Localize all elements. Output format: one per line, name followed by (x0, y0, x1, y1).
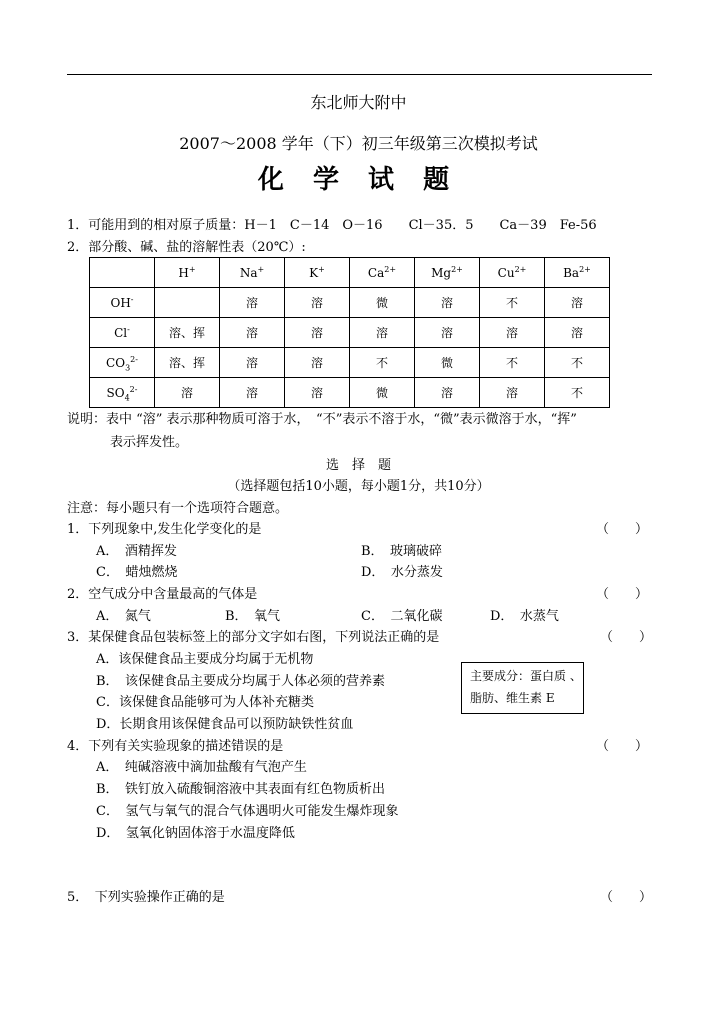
option-3a: A．该保健食品主要成分均属于无机物 (96, 652, 314, 667)
anion-header: OH- (90, 288, 155, 318)
table-cell: 不 (545, 348, 610, 378)
table-title: 2．部分酸、碱、盐的溶解性表（20℃）: (67, 240, 306, 255)
table-cell: 微 (350, 288, 415, 318)
table-cell: 溶 (545, 318, 610, 348)
option-1d: D． 水分蒸发 (361, 565, 443, 580)
header-rule (67, 74, 652, 75)
option-3b: B． 该保健食品主要成分均属于人体必须的营养素 (96, 674, 386, 689)
option-4c: C． 氢气与氧气的混合气体遇明火可能发生爆炸现象 (96, 804, 399, 819)
cation-header: H+ (155, 258, 220, 288)
table-cell: 不 (480, 288, 545, 318)
explanation-line-1: 说明：表中 “溶” 表示那种物质可溶于水， “不”表示不溶于水，“微”表示微溶于水，“挥” (67, 412, 577, 427)
option-2a: A． 氮气 (96, 609, 151, 624)
answer-bracket-2[interactable]: （ ） (596, 587, 649, 602)
answer-bracket-5[interactable]: （ ） (600, 890, 653, 905)
section-subtitle: （选择题包括10小题，每小题1分，共10分） (227, 479, 490, 494)
table-cell: 溶 (415, 288, 480, 318)
option-1b: B． 玻璃破碎 (361, 544, 443, 559)
option-2d: D． 水蒸气 (490, 609, 559, 624)
table-row (90, 348, 610, 378)
table-cell: 溶、挥 (155, 348, 220, 378)
option-3c: C．该保健食品能够可为人体补充糖类 (96, 695, 314, 710)
option-2c: C． 二氧化碳 (361, 609, 443, 624)
table-cell: 溶 (220, 378, 285, 408)
question-2-stem: 2．空气成分中含量最高的气体是 (67, 587, 258, 602)
table-cell: 溶 (220, 318, 285, 348)
label-line-1: 主要成分：蛋白质 、 (470, 669, 582, 683)
table-cell: 微 (415, 348, 480, 378)
table-cell: 溶 (155, 378, 220, 408)
table-cell: 溶 (285, 288, 350, 318)
question-5-stem: 5． 下列实验操作正确的是 (67, 890, 225, 905)
section-notice: 注意：每小题只有一个选项符合题意。 (67, 501, 289, 516)
table-cell: 不 (480, 348, 545, 378)
question-1-stem: 1．下列现象中,发生化学变化的是 (67, 522, 262, 537)
exam-title: 2007～2008 学年（下）初三年级第三次模拟考试 (179, 134, 538, 153)
option-4b: B． 铁钉放入硫酸铜溶液中其表面有红色物质析出 (96, 782, 386, 797)
cation-header: Na+ (220, 258, 285, 288)
question-3-stem: 3．某保健食品包装标签上的部分文字如右图，下列说法正确的是 (67, 630, 440, 645)
table-cell: 溶 (480, 378, 545, 408)
answer-bracket-3[interactable]: （ ） (600, 630, 653, 645)
table-cell: 溶 (285, 348, 350, 378)
option-3d: D．长期食用该保健食品可以预防缺铁性贫血 (96, 717, 354, 732)
option-2b: B． 氧气 (225, 609, 281, 624)
table-cell (155, 288, 220, 318)
table-cell: 溶 (350, 318, 415, 348)
table-cell: 溶 (220, 348, 285, 378)
option-4a: A． 纯碱溶液中滴加盐酸有气泡产生 (96, 760, 307, 775)
option-4d: D． 氢氧化钠固体溶于水温度降低 (96, 826, 295, 841)
section-title: 选 择 题 (325, 458, 391, 473)
table-row (90, 378, 610, 408)
table-cell: 溶 (285, 318, 350, 348)
table-cell: 溶 (285, 378, 350, 408)
anion-header: Cl- (90, 318, 155, 348)
cation-header: K+ (285, 258, 350, 288)
answer-bracket-1[interactable]: （ ） (596, 522, 649, 537)
cation-header: $Mg^{2+}$ (415, 258, 480, 288)
table-cell: 微 (350, 378, 415, 408)
explanation-line-2: 表示挥发性。 (110, 435, 189, 450)
anion-header: $CO_3^{2-}$ (90, 348, 155, 378)
school-name: 东北师大附中 (310, 93, 407, 112)
solubility-table (89, 257, 610, 408)
label-line-2: 脂肪、维生素 E (470, 691, 555, 705)
cation-header: $Ca^{2+}$ (350, 258, 415, 288)
table-corner-cell (90, 258, 155, 288)
cation-header: $Cu^{2+}$ (480, 258, 545, 288)
table-cell: 溶 (415, 318, 480, 348)
subject-title: 化 学 试 题 (257, 165, 460, 195)
table-cell: 溶 (415, 378, 480, 408)
table-header-row (90, 258, 610, 288)
atomic-masses-note: 1．可能用到的相对原子质量：H－1 C－14 O－16 Cl－35．5 Ca－39 Fe-56 (67, 218, 597, 233)
table-cell: 不 (350, 348, 415, 378)
table-cell: 溶、挥 (155, 318, 220, 348)
table-cell: 溶 (220, 288, 285, 318)
table-row (90, 288, 610, 318)
question-4-stem: 4．下列有关实验现象的描述错误的是 (67, 739, 284, 754)
cation-header: $Ba^{2+}$ (545, 258, 610, 288)
option-1c: C． 蜡烛燃烧 (96, 565, 178, 580)
table-cell: 溶 (545, 288, 610, 318)
anion-header: $SO_4^{2-}$ (90, 378, 155, 408)
product-label-box (461, 662, 584, 714)
table-cell: 溶 (480, 318, 545, 348)
table-row (90, 318, 610, 348)
option-1a: A． 酒精挥发 (96, 544, 177, 559)
answer-bracket-4[interactable]: （ ） (596, 739, 649, 754)
table-cell: 不 (545, 378, 610, 408)
